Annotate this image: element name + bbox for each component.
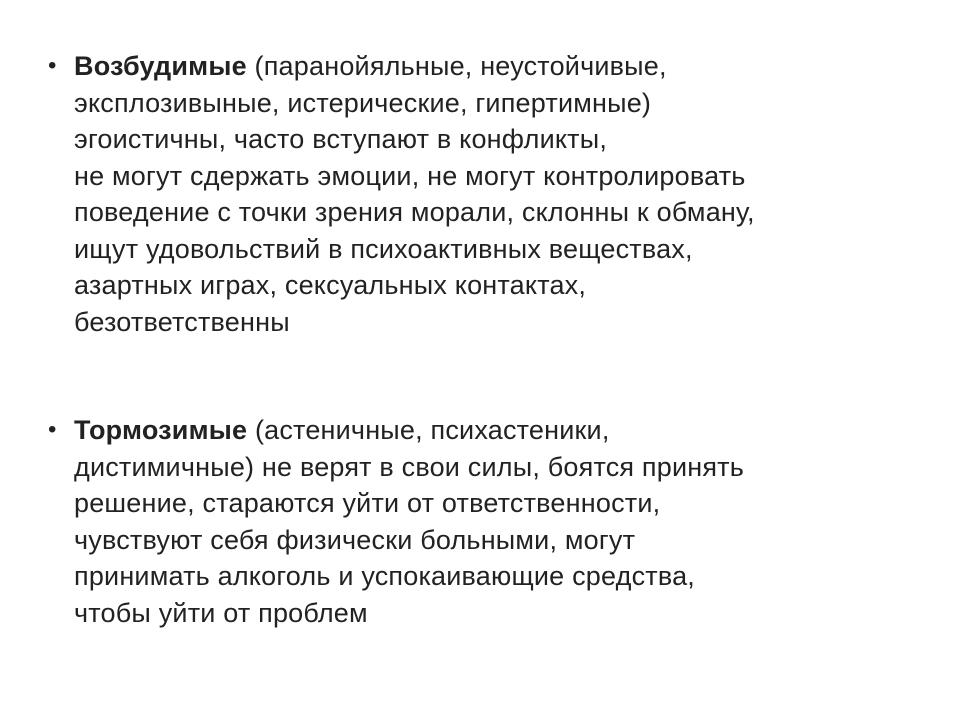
bullet-line: решение, стараются уйти от ответственности, [74, 488, 661, 518]
bullet-marker: • [48, 416, 57, 443]
bullet-line: поведение с точки зрения морали, склонны к обману, [74, 197, 755, 227]
bullet-term: Тормозимые [74, 415, 248, 445]
bullet-line: чувствуют себя физически больными, могут [74, 524, 636, 555]
bullet-line: азартных играх, сексуальных контактах, [74, 270, 587, 300]
bullet-line: эксплозивыные, истерические, гипертимные) [74, 87, 652, 118]
bullet-line [74, 48, 928, 85]
bullet-line: эгоистичны, часто вступают в конфликты, [74, 124, 608, 154]
bullet-item-excitable [48, 48, 928, 340]
bullet-line: безответственны [74, 306, 290, 337]
bullet-line: чтобы уйти от проблем [74, 597, 368, 628]
bullet-line: ищут удовольствий в психоактивных веществах, [74, 233, 693, 264]
bullet-term: Возбудимые [74, 51, 247, 81]
bullet-list [48, 48, 928, 631]
bullet-text: (астеничные, психастеники, [247, 415, 610, 445]
bullet-line: дистимичные) не верят в свои силы, боятся принять [74, 451, 745, 482]
bullet-marker: • [48, 52, 57, 79]
bullet-line: не могут сдержать эмоции, не могут контролировать [74, 160, 746, 191]
bullet-item-inhibited [48, 412, 928, 631]
bullet-text: (паранойяльные, неустойчивые, [246, 51, 667, 81]
bullet-line [74, 412, 928, 449]
bullet-line: принимать алкоголь и успокаивающие средства, [74, 561, 695, 591]
